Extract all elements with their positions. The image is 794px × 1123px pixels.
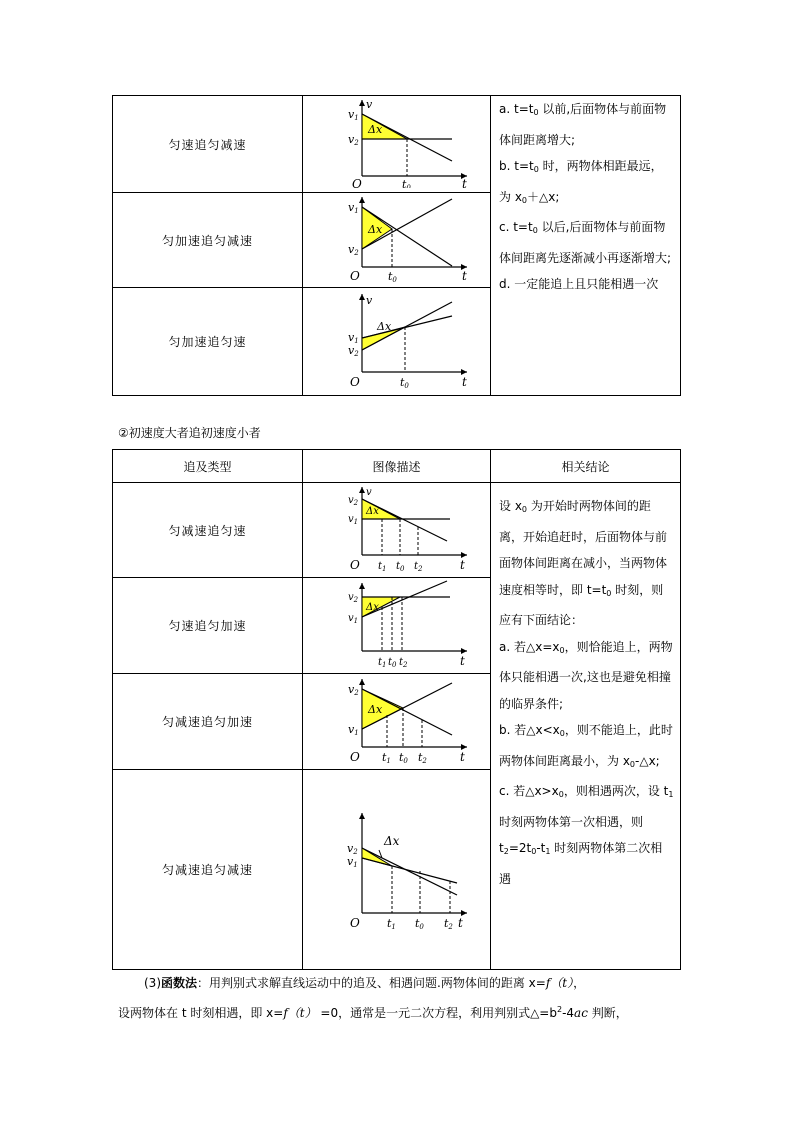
chase-table-2 <box>112 449 681 970</box>
svg-text:t2: t2 <box>417 750 427 765</box>
graph-cell <box>303 770 491 970</box>
type-cell: 匀加速追匀速 <box>113 288 303 396</box>
svg-text:t: t <box>459 749 465 764</box>
svg-text:t1: t1 <box>381 750 391 765</box>
vt-graph <box>322 96 472 188</box>
svg-text:v1: $v_1$ <box>347 612 358 625</box>
header-conclusion: 相关结论 <box>491 450 681 483</box>
conclusion-a: a. 若$\triangle x=x_0$，则恰能追上，两物体只能相遇一次,这也是避免相撞的临界条件; <box>499 639 673 711</box>
svg-text:t: t <box>459 558 465 572</box>
vt-graph <box>322 290 472 390</box>
svg-text:t2: $t_2$ <box>413 561 422 573</box>
svg-text:v1: v1 <box>347 201 359 215</box>
svg-text:Δx: Δx <box>376 319 391 333</box>
svg-text:t1: t1 <box>386 916 396 931</box>
svg-text:t0: t0 <box>387 270 397 283</box>
svg-text:v2: v2 <box>346 841 358 856</box>
svg-text:t0: t0 <box>414 916 424 931</box>
paragraph-line1: (3)函数法：用判别式求解直线运动中的追及、相遇问题.两物体间的距离 x=f（t）， <box>144 976 586 990</box>
svg-text:v: v <box>365 487 372 498</box>
svg-text:v2: $v_2$ <box>347 495 358 507</box>
svg-text:t: t <box>461 374 467 389</box>
conclusion-a: a. $t=t_0$ 以前,后面物体与前面物体间距离增大; <box>499 102 667 147</box>
svg-text:t0: t0 <box>399 375 409 390</box>
svg-text:v1: v1 <box>347 108 359 122</box>
conclusion-b: b. 若$\triangle x<x_0$，则不能追上，此时两物体间距离最小，为 $x_0-\triangle x$; <box>499 723 673 769</box>
svg-text:v1: v1 <box>346 854 358 869</box>
svg-text:v2: v2 <box>347 343 359 358</box>
svg-text:O: O <box>349 269 360 283</box>
svg-text:t0: t0 <box>401 178 411 188</box>
conclusion-cell <box>491 483 681 970</box>
type-cell: 匀减速追匀加速 <box>113 674 303 770</box>
vt-graph <box>322 483 472 573</box>
graph-cell <box>303 96 491 193</box>
graph-cell <box>303 578 491 674</box>
svg-text:v: v <box>365 293 372 307</box>
vt-graph <box>322 803 472 933</box>
svg-text:v2: v2 <box>347 133 359 147</box>
svg-text:Δx: Δx <box>383 833 399 848</box>
conclusion-d: d. 一定能追上且只能相遇一次 <box>499 277 659 291</box>
section-heading: ②初速度大者追初速度小者 <box>118 426 261 440</box>
svg-text:t0: $t_0$ <box>387 656 396 669</box>
svg-text:Δx: Δx <box>365 601 379 613</box>
svg-text:v2: v2 <box>347 682 359 697</box>
type-cell: 匀加速追匀减速 <box>113 193 303 288</box>
type-cell: 匀减速追匀速 <box>113 483 303 578</box>
vt-graph <box>322 579 472 669</box>
svg-text:Δx: Δx <box>367 123 382 136</box>
type-cell: 匀速追匀加速 <box>113 578 303 674</box>
svg-text:Δx: Δx <box>367 702 382 716</box>
svg-text:t1: $t_1$ <box>377 561 386 573</box>
type-cell: 匀减速追匀减速 <box>113 770 303 970</box>
graph-cell <box>303 483 491 578</box>
svg-text:O: O <box>349 558 360 572</box>
graph-cell <box>303 193 491 288</box>
svg-text:t2: $t_2$ <box>398 656 407 669</box>
header-type: 追及类型 <box>113 450 303 483</box>
svg-text:t: t <box>461 269 467 283</box>
svg-text:t: t <box>461 177 467 188</box>
conclusion-c: c. 若$\triangle x>x_0$，则相遇两次，设 $t_1$ 时刻两物体第一次相遇，则 $t_2=2t_0-t_1$ 时刻两物体第二次相遇 <box>499 784 674 886</box>
svg-text:Δx: Δx <box>367 223 382 236</box>
conclusion-b: b. $t=t_0$ 时，两物体相距最远，为 $x_0+\triangle x$; <box>499 159 663 205</box>
svg-text:v: v <box>365 98 372 111</box>
svg-text:v2: v2 <box>347 243 359 257</box>
header-graph: 图像描述 <box>303 450 491 483</box>
svg-text:t0: $t_0$ <box>395 561 404 573</box>
svg-text:t1: $t_1$ <box>377 656 386 669</box>
svg-text:O: O <box>349 749 360 764</box>
svg-text:t0: t0 <box>398 750 408 765</box>
svg-text:Δx: Δx <box>365 506 379 517</box>
paragraph-line2: 设两物体在 t 时刻相遇，即 x=f（t） =0，通常是一元二次方程，利用判别式$\triangle=b^2-4ac$ 判断， <box>118 1005 628 1020</box>
svg-text:t: t <box>457 915 463 930</box>
chase-table-1 <box>112 95 681 396</box>
svg-text:v2: $v_2$ <box>347 591 358 604</box>
svg-text:O: O <box>351 177 362 188</box>
svg-text:t: t <box>459 653 465 668</box>
vt-graph <box>322 193 472 283</box>
graph-cell <box>303 288 491 396</box>
svg-text:O: O <box>349 374 360 389</box>
conclusion-intro: 设 $x_0$ 为开始时两物体间的距离，开始追赶时，后面物体与前面物体间距离在减小，当两物体速度相等时，即 $t=t_0$ 时刻，则应有下面结论： <box>499 499 668 627</box>
svg-text:v1: v1 <box>347 330 359 345</box>
conclusion-c: c. $t=t_0$ 以后,后面物体与前面物体间距离先逐渐减小再逐渐增大; <box>499 220 672 265</box>
svg-text:v1: $v_1$ <box>347 514 358 526</box>
vt-graph <box>322 675 472 765</box>
conclusion-cell <box>491 96 681 396</box>
type-cell: 匀速追匀减速 <box>113 96 303 193</box>
graph-cell <box>303 674 491 770</box>
svg-text:O: O <box>349 915 360 930</box>
svg-text:t2: t2 <box>443 916 453 931</box>
svg-text:v1: v1 <box>347 722 359 737</box>
